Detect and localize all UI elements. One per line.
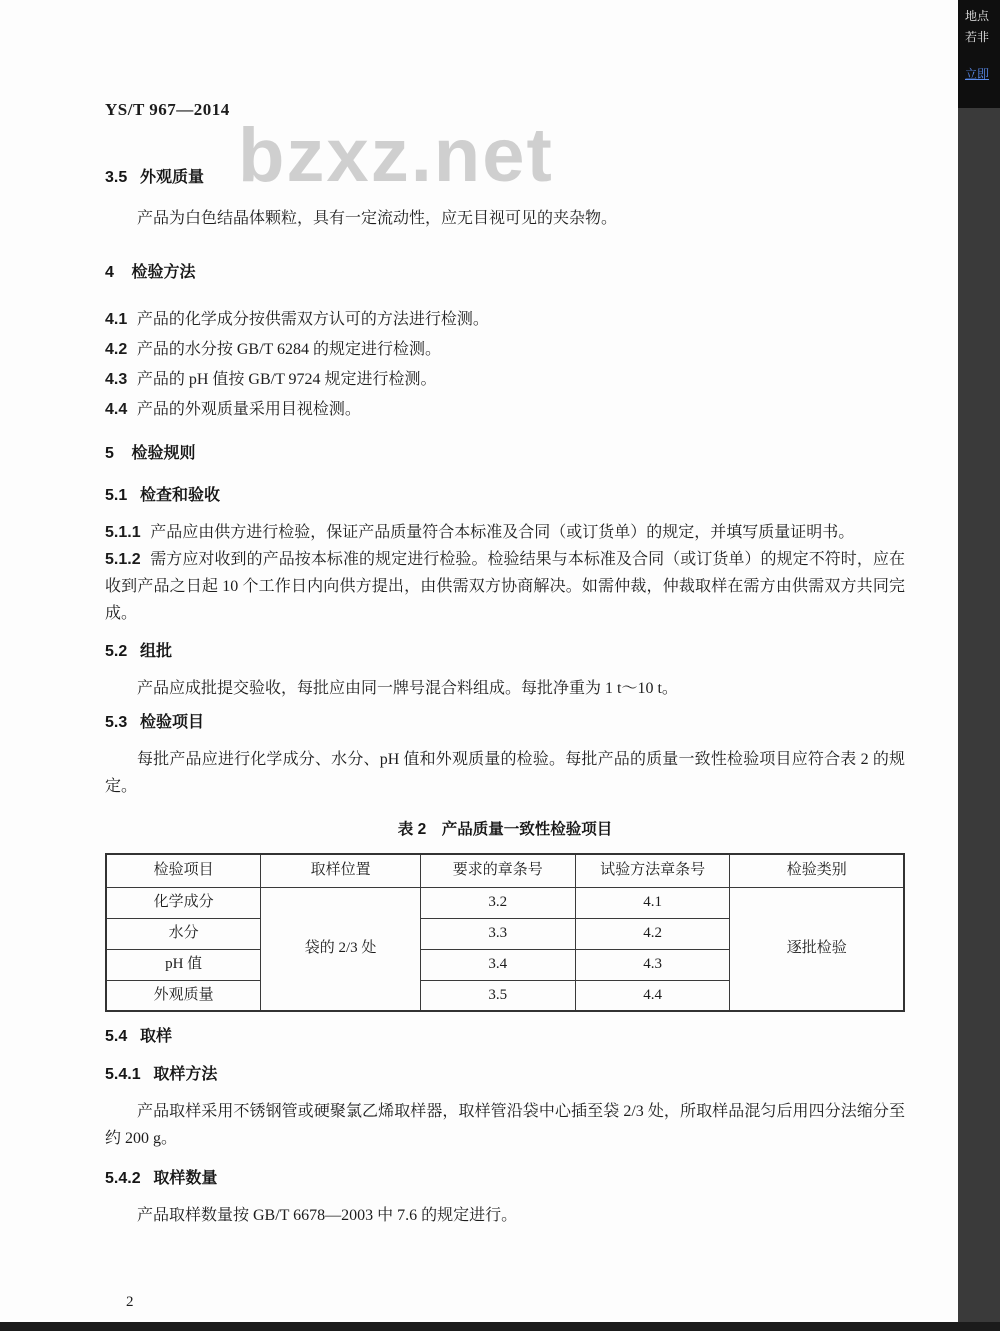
paragraph: 产品应成批提交验收，每批应由同一牌号混合料组成。每批净重为 1 t～10 t。: [137, 680, 678, 697]
table-cell: 3.3: [420, 918, 575, 949]
clause-4-4: [105, 396, 905, 423]
side-panel-header: [958, 0, 1000, 108]
clause-text: 产品的外观质量采用目视检测。: [136, 401, 361, 418]
clause-text: 需方应对收到的产品按本标准的规定进行检验。检验结果与本标准及合同（或订货单）的规定不符时，应在收到产品之日起 10 个工作日内向供方提出，由供需双方协商解决。如需仲裁，仲裁取样在需方由供需双方共同完成。: [105, 551, 905, 622]
side-panel-text-2: 若非: [965, 30, 990, 44]
section-heading-5: [105, 443, 905, 465]
clause-text: 产品的化学成分按供需双方认可的方法进行检测。: [136, 311, 489, 328]
table-cell-category: 逐批检验: [730, 887, 904, 1011]
side-panel: [958, 0, 1000, 1331]
clause-text: 产品应由供方进行检验，保证产品质量符合本标准及合同（或订货单）的规定，并填写质量证明书。: [150, 524, 855, 541]
section-number: 5.2: [105, 643, 128, 660]
section-heading-4: [105, 262, 905, 284]
clause-number: 4.3: [105, 371, 128, 388]
section-heading-5-2: [105, 641, 905, 663]
page-number: 2: [126, 1294, 134, 1310]
clause-5-1-1: [105, 519, 905, 546]
paragraph: 产品为白色结晶体颗粒，具有一定流动性，应无目视可见的夹杂物。: [137, 210, 618, 227]
section-heading-5-4-2: [105, 1168, 905, 1190]
section-title: 取样: [140, 1028, 173, 1045]
table-header-cell: 试验方法章条号: [575, 854, 730, 887]
paragraph: 产品取样数量按 GB/T 6678—2003 中 7.6 的规定进行。: [137, 1207, 518, 1224]
table-header-cell: 要求的章条号: [420, 854, 575, 887]
clause-number: 4.2: [105, 341, 128, 358]
section-title: 外观质量: [140, 169, 205, 186]
table-cell: 4.3: [575, 949, 730, 980]
inspection-items-table: [105, 853, 905, 1012]
section-number: 5.4.1: [105, 1066, 141, 1083]
table-header-cell: 检验类别: [730, 854, 904, 887]
table-caption-label: 表 2: [397, 821, 427, 838]
table-cell: 3.5: [420, 980, 575, 1011]
clause-text: 产品的水分按 GB/T 6284 的规定进行检测。: [136, 341, 442, 358]
clause-4-1: [105, 306, 905, 333]
clause-number: 4.1: [105, 311, 128, 328]
section-number: 4: [105, 264, 114, 281]
table-cell: 4.1: [575, 887, 730, 918]
section-number: 5: [105, 445, 114, 462]
clause-text: 产品的 pH 值按 GB/T 9724 规定进行检测。: [136, 371, 437, 388]
table-cell: 外观质量: [106, 980, 261, 1011]
section-number: 5.3: [105, 714, 128, 731]
table-caption-title: 产品质量一致性检验项目: [441, 821, 613, 838]
section-title: 检验方法: [131, 264, 196, 281]
side-panel-text-1: 地点: [965, 9, 990, 23]
clause-4-2: [105, 336, 905, 363]
table-cell: 化学成分: [106, 887, 261, 918]
clause-number: 5.1.1: [105, 524, 141, 541]
section-title: 取样方法: [153, 1066, 218, 1083]
section-number: 5.4: [105, 1028, 128, 1045]
section-title: 取样数量: [153, 1170, 218, 1187]
clause-5-1-2: [105, 546, 905, 627]
clause-number: 5.1.2: [105, 551, 141, 568]
table-cell: 水分: [106, 918, 261, 949]
section-heading-5-4: [105, 1026, 905, 1048]
table-cell-sample-location: 袋的 2/3 处: [261, 887, 421, 1011]
bottom-bar: [0, 1322, 1000, 1331]
section-number: 3.5: [105, 169, 128, 186]
section-title: 检验规则: [131, 445, 196, 462]
paragraph: 产品取样采用不锈钢管或硬聚氯乙烯取样器，取样管沿袋中心插至袋 2/3 处，所取样品混匀后用四分法缩分至约 200 g。: [105, 1103, 905, 1147]
table-caption: [105, 816, 905, 843]
section-number: 5.4.2: [105, 1170, 141, 1187]
section-heading-5-1: [105, 485, 905, 507]
section-heading-3-5: [105, 167, 905, 189]
table-cell: 3.4: [420, 949, 575, 980]
table-header-cell: 取样位置: [261, 854, 421, 887]
table-header-row: [106, 854, 904, 887]
section-number: 5.1: [105, 487, 128, 504]
section-heading-5-3: [105, 712, 905, 734]
table-header-cell: 检验项目: [106, 854, 261, 887]
watermark: bzxz.net: [238, 113, 554, 198]
table-cell: 3.2: [420, 887, 575, 918]
clause-4-3: [105, 366, 905, 393]
section-title: 组批: [140, 643, 173, 660]
section-title: 检查和验收: [140, 487, 221, 504]
paragraph: 每批产品应进行化学成分、水分、pH 值和外观质量的检验。每批产品的质量一致性检验项目应符合表 2 的规定。: [105, 751, 905, 795]
table-cell: pH 值: [106, 949, 261, 980]
clause-number: 4.4: [105, 401, 128, 418]
section-title: 检验项目: [140, 714, 205, 731]
section-heading-5-4-1: [105, 1064, 905, 1086]
table-cell: 4.2: [575, 918, 730, 949]
table-row: [106, 887, 904, 918]
standard-number: YS/T 967—2014: [105, 100, 230, 119]
table-cell: 4.4: [575, 980, 730, 1011]
side-panel-link[interactable]: 立即: [965, 67, 990, 81]
